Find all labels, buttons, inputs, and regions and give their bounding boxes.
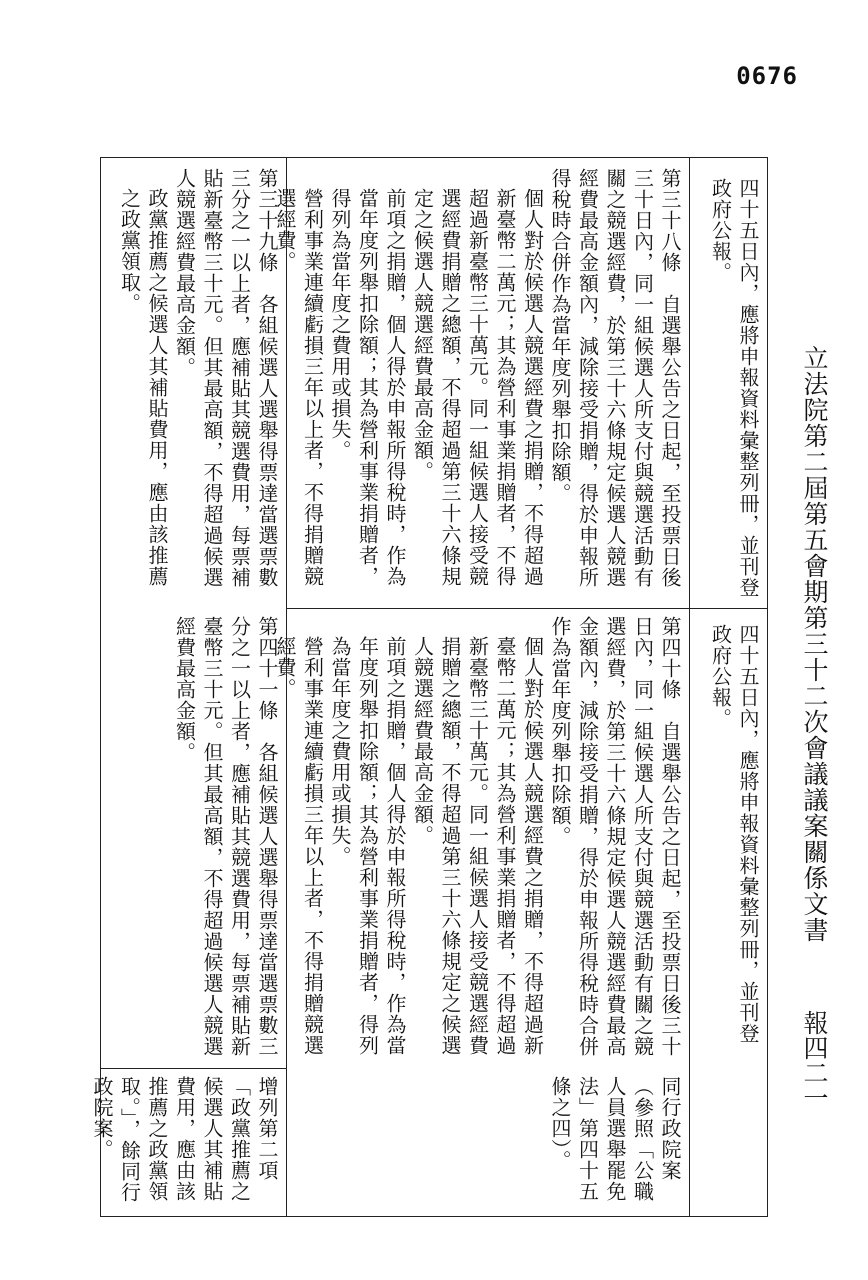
cell-top-left	[101, 158, 286, 608]
cell-note-right	[689, 1068, 769, 1218]
cell-note-left	[90, 1068, 286, 1218]
paragraph: 個人對於候選人競選經費之捐贈，不得超過新臺幣二萬元；其為營利事業捐贈者，不得超過新臺幣三十萬元。同一組候選人接受競選經費捐贈之總額，不得超過第三十六條規定之候選人競選經費最高金額。	[410, 636, 545, 1056]
article-41: 第四十一條 各組候選人選舉得票達當選票數三分之一以上者，應補貼其競選費用，每票補貼新臺幣三十元。但其最高額，不得超過候選人競選經費最高金額。	[172, 616, 279, 1057]
paragraph: 個人對於候選人競選經費之捐贈，不得超過新臺幣二萬元；其為營利事業捐贈者，不得超過新臺幣三十萬元。同一組候選人接受競選經費捐贈之總額，不得超過第三十六條規定之候選人競選經費最高金額。	[410, 188, 545, 587]
article-40: 第四十條 自選舉公告之日起，至投票日後三十日內，同一組候選人所支付與競選活動有關之競選經費，於第三十六條規定候選人競選經費最高金額內，減除接受捐贈，得於申報所得稅時合併作為當年度列舉扣除額。	[548, 616, 682, 1057]
paragraph: 四十五日內，應將申報資料彙整列冊，並刊登政府公報。	[708, 624, 760, 1044]
document-table	[90, 157, 768, 1217]
cell-top-right	[689, 158, 769, 608]
cell-bottom-right	[689, 608, 769, 1068]
paragraph: 政黨推薦之候選人其補貼費用，應由該推薦之政黨領取。	[117, 188, 169, 587]
article-38: 第三十八條 自選舉公告之日起，至投票日後三十日內，同一組候選人所支付與競選活動有關之競選經費，於第三十六條規定候選人競選經費最高金額內，減除接受捐贈，得於申報所得稅時合併作為當年度列舉扣除額。	[548, 168, 682, 588]
note-explanation-40: 同行政院案（參照「公職人員選舉罷免法」第四十五條之四）。	[548, 1076, 682, 1202]
article-39: 第三十九條 各組候選人選舉得票達當選票數三分之一以上者，應補貼其競選費用，每票補貼新臺幣三十元。但其最高額，不得超過候選人競選經費最高金額。	[172, 168, 279, 588]
cell-bottom-left	[101, 608, 286, 1068]
cell-top-middle	[273, 158, 689, 608]
paragraph: 四十五日內，應將申報資料彙整列冊，並刊登政府公報。	[708, 178, 760, 598]
cell-note-middle	[286, 1068, 689, 1218]
running-page-number: 報四二一	[800, 1010, 829, 1110]
page-number: 0676	[736, 62, 798, 90]
paragraph: 營利事業連續虧損三年以上者，不得捐贈競選經費。	[273, 636, 325, 1056]
paragraph: 前項之捐贈，個人得於申報所得稅時，作為當年度列舉扣除額；其為營利事業捐贈者，得列為當年度之費用或損失。	[328, 636, 407, 1056]
cell-bottom-middle	[273, 608, 689, 1068]
paragraph: 營利事業連續虧損三年以上者，不得捐贈競選經費。	[273, 188, 325, 587]
paragraph: 前項之捐贈，個人得於申報所得稅時，作為當年度列舉扣除額；其為營利事業捐贈者，得列為當年度之費用或損失。	[328, 188, 407, 587]
running-header: 立法院第二屆第五會期第三十二次會議議案關係文書	[800, 345, 829, 943]
note-explanation-41: 增列第二項「政黨推薦之候選人其補貼費用，應由該推薦之政黨領取。」，餘同行政院案。	[90, 1076, 279, 1203]
